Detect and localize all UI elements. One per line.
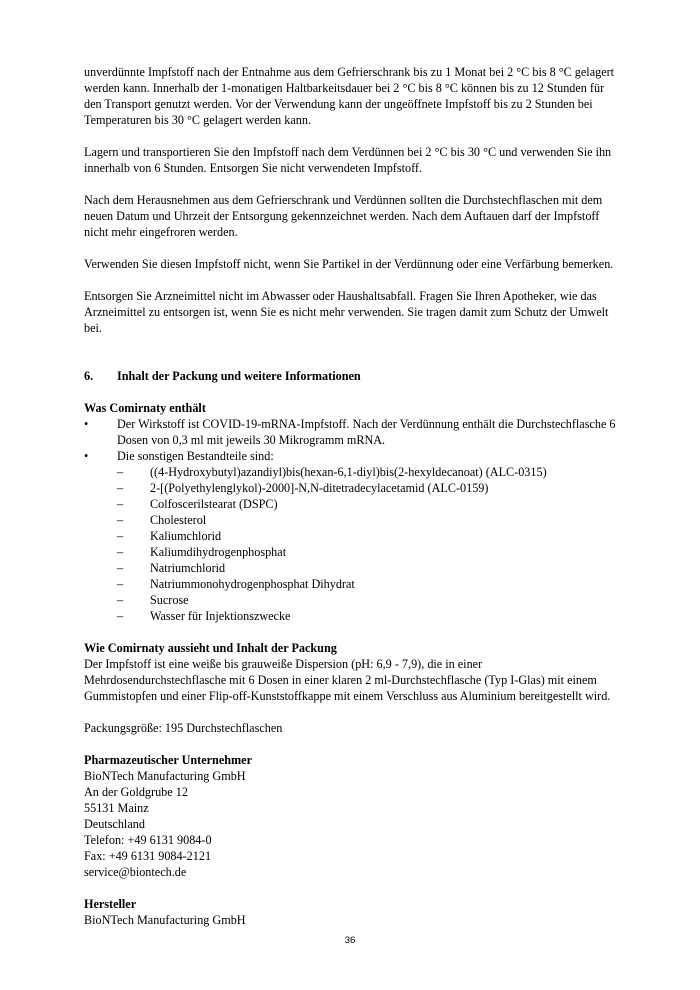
ingredient-name: Natriumchlorid <box>150 561 226 575</box>
ingredient-item <box>117 480 620 496</box>
ingredient-name: Cholesterol <box>150 513 207 527</box>
ingredient-name: Wasser für Injektionszwecke <box>150 609 291 623</box>
document-page <box>84 64 620 928</box>
ingredient-item <box>117 528 620 544</box>
ingredient-name: Natriummonohydrogenphosphat Dihydrat <box>150 577 355 591</box>
storage-paragraph: Lagern und transportieren Sie den Impfstoff nach dem Verdünnen bei 2 °C bis 30 °C und verwenden Sie ihn innerhalb von 6 Stunden. Entsorgen Sie nicht verwendeten Impfstoff. <box>84 145 612 175</box>
dash-mark: – <box>117 513 124 527</box>
storage-paragraph: Verwenden Sie diesen Impfstoff nicht, wenn Sie Partikel in der Verdünnung oder eine Verfärbung bemerken. <box>84 257 614 271</box>
dash-mark: – <box>117 465 124 479</box>
ingredient-item <box>117 576 620 592</box>
ingredient-name: Kaliumchlorid <box>150 529 222 543</box>
other-ingredients <box>117 448 620 624</box>
appearance-heading: Wie Comirnaty aussieht und Inhalt der Packung <box>84 641 337 655</box>
section-6-heading <box>84 368 620 384</box>
fax-line: Fax: +49 6131 9084-2121 <box>84 849 212 863</box>
holder-heading: Pharmazeutischer Unternehmer <box>84 753 252 767</box>
manufacturer-heading: Hersteller <box>84 897 137 911</box>
address-line: Deutschland <box>84 817 145 831</box>
other-ingredients-intro: Die sonstigen Bestandteile sind: <box>117 449 274 463</box>
dash-mark: – <box>117 577 124 591</box>
bullet-mark: • <box>84 449 89 463</box>
dash-mark: – <box>117 593 124 607</box>
address-line: An der Goldgrube 12 <box>84 785 188 799</box>
dash-mark: – <box>117 497 124 511</box>
dash-mark: – <box>117 609 124 623</box>
dash-mark: – <box>117 481 124 495</box>
address-line: BioNTech Manufacturing GmbH <box>84 913 246 927</box>
ingredient-name: Colfoscerilstearat (DSPC) <box>150 497 278 511</box>
pack-size-text: Packungsgröße: 195 Durchstechflaschen <box>84 721 283 735</box>
storage-paragraph: unverdünnte Impfstoff nach der Entnahme aus dem Gefrierschrank bis zu 1 Monat bei 2 °C bis 8 °C gelagert werden kann. Innerhalb der 1-monatigen Haltbarkeitsdauer bei 2 °C bis 8 °C können bis zu 12 Stunden für den Transport genutzt werden. Vor der Verwendung kann der ungeöffnete Impfstoff bis zu 2 Stunden bei Temperaturen bis 30 °C gelagert werden kann. <box>84 65 615 127</box>
appearance-text: Der Impfstoff ist eine weiße bis grauweiße Dispersion (pH: 6,9 - 7,9), die in einer Mehrdosendurchstechflasche mit 6 Dosen in einer klaren 2 ml-Durchstechflasche (Typ I-Glas) mit einem Gummistopfen und einer Flip-off-Kunststoffkappe mit einem Verschluss aus Aluminium bereitgestellt wird. <box>84 657 611 703</box>
dash-mark: – <box>117 561 124 575</box>
disposal-paragraph: Entsorgen Sie Arzneimittel nicht im Abwasser oder Haushaltsabfall. Fragen Sie Ihren Apotheker, wie das Arzneimittel zu entsorgen ist, wenn Sie es nicht mehr verwenden. Sie tragen damit zum Schutz der Umwelt bei. <box>84 289 609 335</box>
ingredient-name: 2-[(Polyethylenglykol)-2000]-N,N-ditetradecylacetamid (ALC-0159) <box>150 481 489 495</box>
ingredient-item <box>117 560 620 576</box>
page-number: 36 <box>344 935 356 946</box>
ingredient-item <box>117 496 620 512</box>
storage-paragraph: Nach dem Herausnehmen aus dem Gefrierschrank und Verdünnen sollten die Durchstechflaschen mit dem neuen Datum und Uhrzeit der Entsorgung gekennzeichnet werden. Nach dem Auftauen darf der Impfstoff nicht mehr eingefroren werden. <box>84 193 603 239</box>
ingredient-name: Sucrose <box>150 593 189 607</box>
contents-list <box>84 416 620 624</box>
address-line: BioNTech Manufacturing GmbH <box>84 769 246 783</box>
section-title: Inhalt der Packung und weitere Informationen <box>117 369 361 383</box>
ingredient-name: Kaliumdihydrogenphosphat <box>150 545 287 559</box>
active-substance-text: Der Wirkstoff ist COVID-19-mRNA-Impfstoff. Nach der Verdünnung enthält die Durchstechflasche 6 Dosen von 0,3 ml mit jeweils 30 Mikrogramm mRNA. <box>117 417 616 447</box>
phone-line: Telefon: +49 6131 9084-0 <box>84 833 212 847</box>
ingredient-item <box>117 544 620 560</box>
dash-mark: – <box>117 545 124 559</box>
ingredient-item <box>117 464 620 480</box>
ingredient-item <box>117 512 620 528</box>
ingredient-list <box>117 464 620 624</box>
list-item <box>84 448 620 624</box>
contents-heading: Was Comirnaty enthält <box>84 401 206 415</box>
email-line: service@biontech.de <box>84 865 187 879</box>
address-line: 55131 Mainz <box>84 801 149 815</box>
ingredient-name: ((4-Hydroxybutyl)azandiyl)bis(hexan-6,1-diyl)bis(2-hexyldecanoat) (ALC-0315) <box>150 465 547 479</box>
dash-mark: – <box>117 529 124 543</box>
bullet-mark: • <box>84 417 89 431</box>
ingredient-item <box>117 592 620 608</box>
ingredient-item <box>117 608 620 624</box>
section-number: 6. <box>84 369 94 383</box>
list-item <box>84 416 620 448</box>
